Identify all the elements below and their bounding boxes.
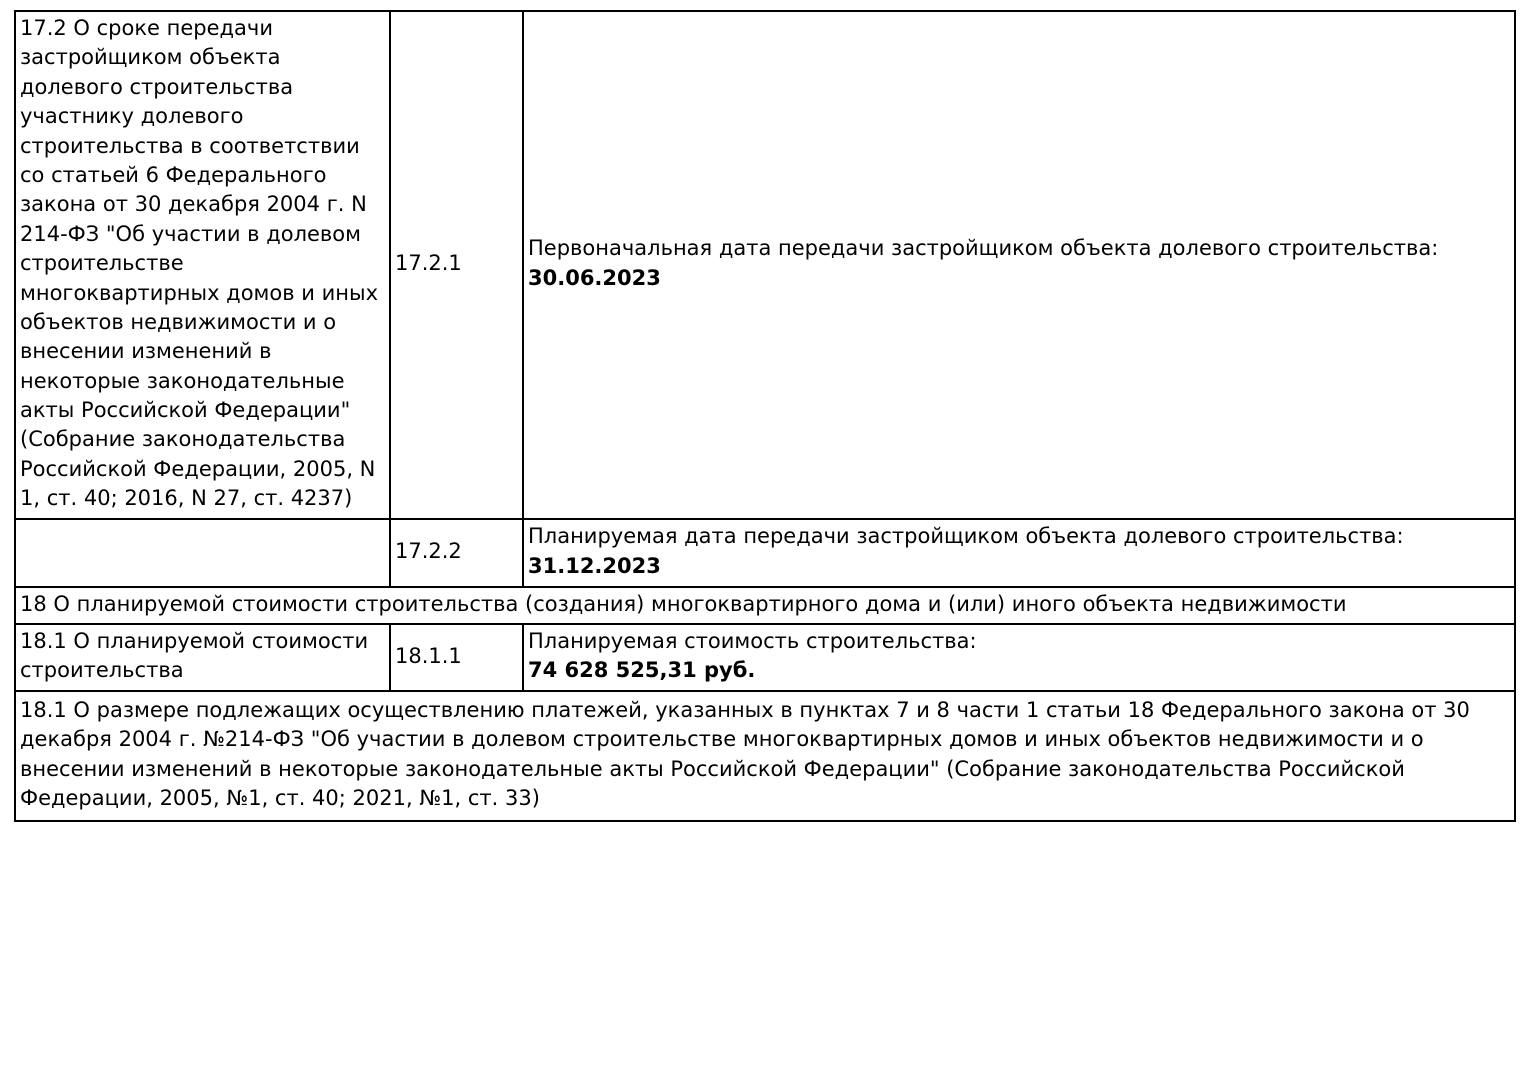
cell-item-number-17-2-2: 17.2.2 <box>390 519 523 587</box>
cell-empty <box>15 519 390 587</box>
table-row <box>15 691 1515 821</box>
cell-section-18-header: 18 О планируемой стоимости строительства (создания) многоквартирного дома и (или) иного объекта недвижимости <box>15 587 1515 624</box>
initial-transfer-date-label: Первоначальная дата передачи застройщиком объекта долевого строительства: <box>528 236 1439 261</box>
table-row <box>15 11 1515 519</box>
project-declaration-table <box>14 10 1516 822</box>
planned-construction-cost-label: Планируемая стоимость строительства: <box>528 629 977 654</box>
table-row <box>15 624 1515 691</box>
cell-item-number-17-2-1: 17.2.1 <box>390 11 523 519</box>
table-row <box>15 587 1515 624</box>
cell-section-18-1-payments-note: 18.1 О размере подлежащих осуществлению платежей, указанных в пунктах 7 и 8 части 1 статьи 18 Федерального закона от 30 декабря 2004 г. №214-ФЗ "Об участии в долевом строительстве многоквартирных домов и иных объектов недвижимости и о внесении изменений в некоторые законодательные акты Российской Федерации" (Собрание законодательства Российской Федерации, 2005, №1, ст. 40; 2021, №1, ст. 33) <box>15 691 1515 821</box>
planned-transfer-date-label: Планируемая дата передачи застройщиком объекта долевого строительства: <box>528 524 1404 549</box>
cell-section-18-1-description: 18.1 О планируемой стоимости строительства <box>15 624 390 691</box>
cell-section-17-2-description: 17.2 О сроке передачи застройщиком объекта долевого строительства участнику долевого строительства в соответствии со статьей 6 Федерального закона от 30 декабря 2004 г. N 214-ФЗ "Об участии в долевом строительстве многоквартирных домов и иных объектов недвижимости и о внесении изменений в некоторые законодательные акты Российской Федерации" (Собрание законодательства Российской Федерации, 2005, N 1, ст. 40; 2016, N 27, ст. 4237) <box>15 11 390 519</box>
cell-content-18-1-1 <box>523 624 1515 691</box>
table-row <box>15 519 1515 587</box>
cell-content-17-2-1 <box>523 11 1515 519</box>
cell-content-17-2-2 <box>523 519 1515 587</box>
initial-transfer-date-value: 30.06.2023 <box>528 265 661 290</box>
planned-transfer-date-value: 31.12.2023 <box>528 553 661 578</box>
planned-construction-cost-value: 74 628 525,31 руб. <box>528 658 756 683</box>
cell-item-number-18-1-1: 18.1.1 <box>390 624 523 691</box>
